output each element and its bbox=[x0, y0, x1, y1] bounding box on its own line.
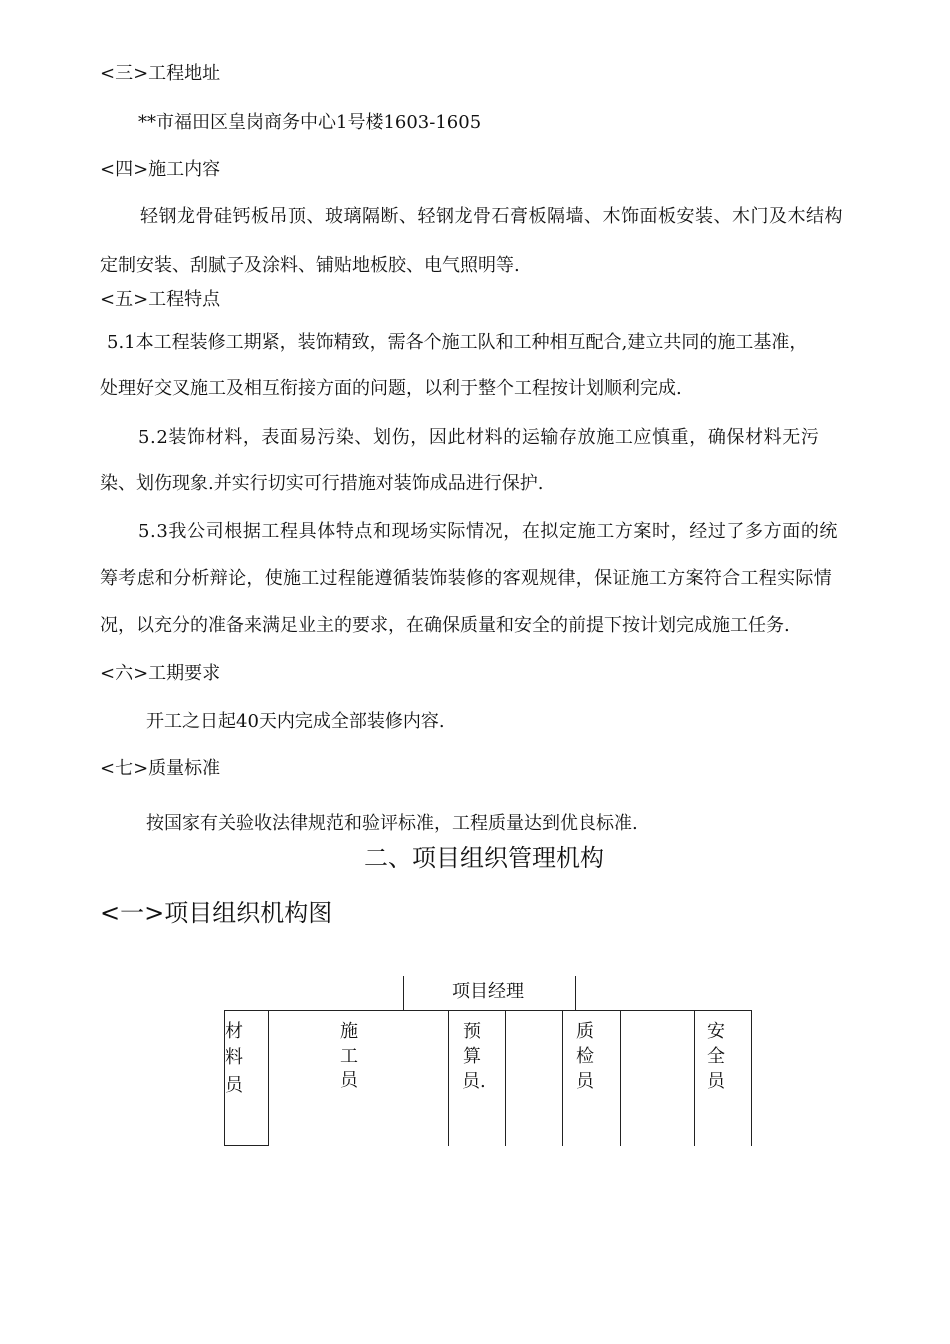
duration-requirement: 开工之日起40天内完成全部装修内容. bbox=[146, 711, 445, 732]
role-construction-char-3: 员 bbox=[340, 1070, 358, 1091]
role-quality-char-3: 员 bbox=[576, 1071, 594, 1092]
section-6-heading: <六>工期要求 bbox=[100, 663, 221, 684]
manager-box-right-border bbox=[575, 976, 576, 1010]
feature-5-2-line-1: 5.2装饰材料，表面易污染、划伤，因此材料的运输存放施工应慎重，确保材料无污 bbox=[138, 427, 820, 448]
role-construction-char-2: 工 bbox=[340, 1046, 358, 1067]
role-quality-char-2: 检 bbox=[576, 1046, 594, 1067]
org-chart-line bbox=[562, 1010, 563, 1146]
org-chart-line bbox=[694, 1010, 695, 1146]
role-materials-char-2: 料 bbox=[225, 1047, 243, 1068]
org-chart-line bbox=[620, 1010, 621, 1146]
role-materials-char-3: 员 bbox=[225, 1075, 243, 1096]
role-safety-char-2: 全 bbox=[707, 1046, 725, 1067]
chapter-2-title: 二、项目组织管理机构 bbox=[364, 844, 604, 872]
org-chart bbox=[224, 976, 754, 1148]
project-address: **市福田区皇岗商务中心1号楼1603-1605 bbox=[138, 112, 482, 133]
construction-content-line-1: 轻钢龙骨硅钙板吊顶、玻璃隔断、轻钢龙骨石膏板隔墙、木饰面板安装、木门及木结构 bbox=[140, 206, 843, 227]
manager-box-left-border bbox=[403, 976, 404, 1010]
org-chart-line bbox=[268, 1010, 269, 1146]
project-manager-label: 项目经理 bbox=[452, 981, 524, 1002]
quality-standard: 按国家有关验收法律规范和验评标准，工程质量达到优良标准. bbox=[146, 813, 638, 834]
role-budget-char-3: 员. bbox=[462, 1071, 486, 1092]
org-chart-heading: <一>项目组织机构图 bbox=[100, 899, 333, 927]
role-budget-char-1: 预 bbox=[463, 1021, 481, 1042]
section-7-heading: <七>质量标准 bbox=[100, 758, 221, 779]
org-chart-line bbox=[751, 1010, 752, 1146]
section-5-heading: <五>工程特点 bbox=[100, 289, 221, 310]
role-budget-char-2: 算 bbox=[463, 1046, 481, 1067]
role-materials-char-1: 材 bbox=[225, 1021, 243, 1042]
feature-5-3-line-2: 筹考虑和分析辩论，使施工过程能遵循装饰装修的客观规律，保证施工方案符合工程实际情 bbox=[100, 568, 832, 589]
org-chart-line bbox=[448, 1010, 449, 1146]
org-chart-line bbox=[694, 1010, 752, 1011]
feature-5-3-line-1: 5.3我公司根据工程具体特点和现场实际情况，在拟定施工方案时，经过了多方面的统 bbox=[138, 521, 839, 542]
feature-5-3-line-3: 况，以充分的准备来满足业主的要求，在确保质量和安全的前提下按计划完成施工任务. bbox=[100, 615, 790, 636]
feature-5-1-line-1: 5.1本工程装修工期紧，装饰精致，需各个施工队和工种相互配合,建立共同的施工基准， bbox=[107, 332, 808, 353]
feature-5-1-line-2: 处理好交叉施工及相互衔接方面的问题，以利于整个工程按计划顺利完成. bbox=[100, 378, 682, 399]
org-chart-horizontal-line bbox=[224, 1010, 752, 1011]
org-chart-line bbox=[505, 1010, 506, 1146]
role-quality-char-1: 质 bbox=[576, 1021, 594, 1042]
section-4-heading: <四>施工内容 bbox=[100, 159, 221, 180]
role-safety-char-3: 员 bbox=[707, 1071, 725, 1092]
feature-5-2-line-2: 染、划伤现象.并实行切实可行措施对装饰成品进行保护. bbox=[100, 473, 544, 494]
construction-content-line-2: 定制安装、刮腻子及涂料、铺贴地板胶、电气照明等. bbox=[100, 255, 520, 276]
section-3-heading: <三>工程地址 bbox=[100, 63, 221, 84]
role-safety-char-1: 安 bbox=[707, 1021, 725, 1042]
role-construction-char-1: 施 bbox=[340, 1021, 358, 1042]
org-chart-line bbox=[224, 1145, 269, 1146]
